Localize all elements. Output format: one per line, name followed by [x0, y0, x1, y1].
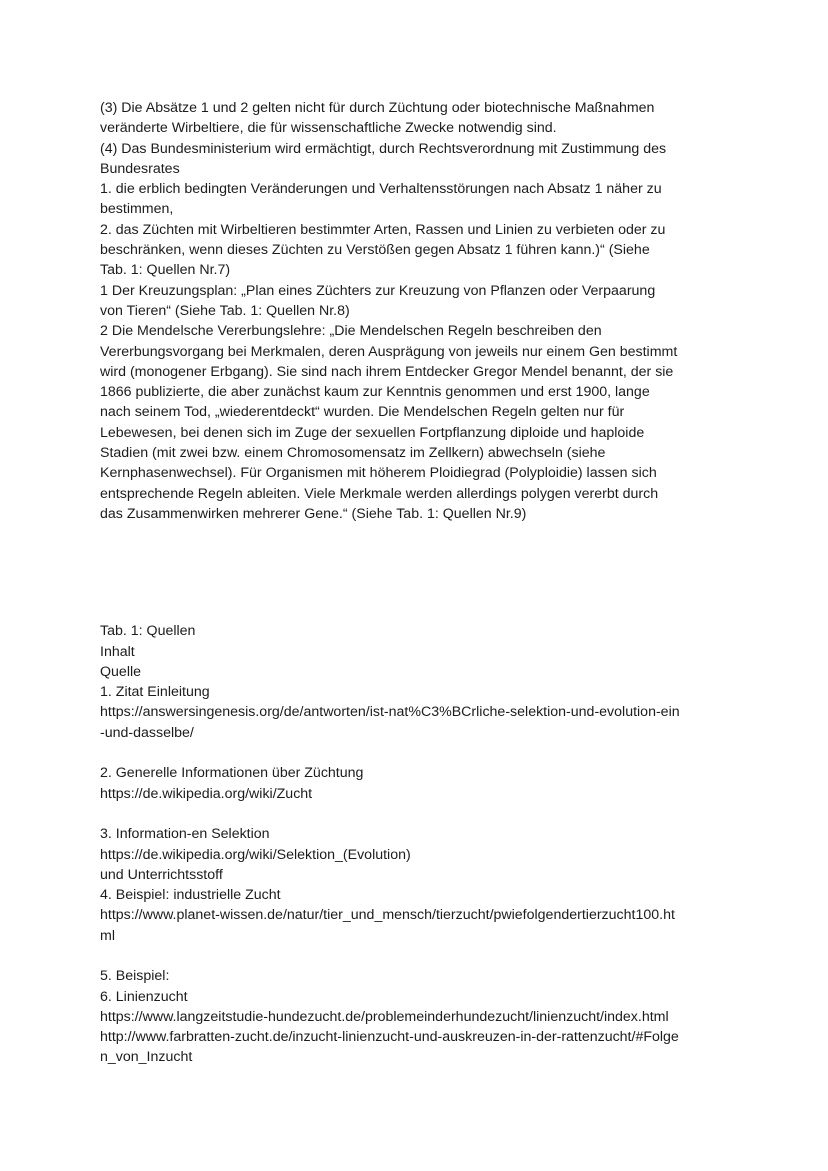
source-entry-title: 6. Linienzucht [100, 988, 188, 1005]
source-url[interactable]: https://de.wikipedia.org/wiki/Selektion_(Evolution) [100, 846, 411, 863]
spacer [100, 524, 740, 621]
source-entry-title: 2. Generelle Informationen über Züchtung [100, 765, 364, 782]
source-url[interactable]: https://www.langzeitstudie-hundezucht.de/problemeinderhundezucht/linienzucht/index.html [100, 1008, 669, 1025]
source-entry-title: 4. Beispiel: industrielle Zucht [100, 887, 281, 904]
spacer [100, 743, 740, 763]
source-url[interactable]: http://www.farbratten-zucht.de/inzucht-linienzucht-und-auskreuzen-in-der-rattenzucht/#Folge [100, 1029, 679, 1046]
spacer [100, 804, 740, 824]
text-line: bestimmen, [100, 201, 174, 218]
body-text-block [100, 98, 740, 524]
text-line: (3) Die Absätze 1 und 2 gelten nicht für durch Züchtung oder biotechnische Maßnahmen [100, 100, 655, 116]
text-line: Bundesrates [100, 160, 180, 177]
source-url[interactable]: n_von_Inzucht [100, 1049, 193, 1066]
text-line: Lebewesen, bei denen sich im Zuge der sexuellen Fortpflanzung diploide und haploide [100, 424, 645, 441]
source-url[interactable]: ml [100, 927, 115, 944]
text-line: (4) Das Bundesministerium wird ermächtigt, durch Rechtsverordnung mit Zustimmung des [100, 140, 667, 157]
sources-heading: Tab. 1: Quellen [100, 623, 196, 640]
source-url[interactable]: https://answersingenesis.org/de/antworten/ist-nat%C3%BCrliche-selektion-und-evolution-ein [100, 704, 680, 721]
source-entry-title: 5. Beispiel: [100, 968, 170, 985]
source-entry-title: 3. Information-en Selektion [100, 826, 270, 843]
text-line: das Zusammenwirken mehrerer Gene.“ (Siehe Tab. 1: Quellen Nr.9) [100, 505, 527, 522]
source-url[interactable]: https://de.wikipedia.org/wiki/Zucht [100, 785, 313, 802]
text-line: 1866 publizierte, die aber zunächst kaum zur Kenntnis genommen und erst 1900, lange [100, 384, 650, 401]
text-line: Stadien (mit zwei bzw. einem Chromosomensatz im Zellkern) abwechseln (siehe [100, 445, 606, 462]
spacer [100, 946, 740, 966]
text-line: Kernphasenwechsel). Für Organismen mit höherem Ploidiegrad (Polyploidie) lassen sich [100, 465, 657, 482]
text-line: 2. das Züchten mit Wirbeltieren bestimmter Arten, Rassen und Linien zu verbieten oder zu [100, 221, 666, 238]
document-page [100, 98, 740, 1068]
text-line: nach seinem Tod, „wiederentdeckt“ wurden. Die Mendelschen Regeln gelten nur für [100, 404, 625, 421]
text-line: von Tieren“ (Siehe Tab. 1: Quellen Nr.8) [100, 302, 350, 319]
column-header-source: Quelle [100, 663, 142, 680]
text-line: entsprechende Regeln ableiten. Viele Merkmale werden allerdings polygen vererbt durch [100, 485, 659, 502]
sources-table [100, 621, 740, 1068]
source-url[interactable]: https://www.planet-wissen.de/natur/tier_und_mensch/tierzucht/pwiefolgendertierzucht100.ht [100, 907, 675, 924]
text-line: 1. die erblich bedingten Veränderungen und Verhaltensstörungen nach Absatz 1 näher zu [100, 181, 662, 198]
source-url[interactable]: -und-dasselbe/ [100, 724, 194, 741]
source-note: und Unterrichtsstoff [100, 866, 223, 883]
text-line: Vererbungsvorgang bei Merkmalen, deren Ausprägung von jeweils nur einem Gen bestimmt [100, 343, 678, 360]
text-line: 2 Die Mendelsche Vererbungslehre: „Die Mendelschen Regeln beschreiben den [100, 323, 602, 340]
text-line: wird (monogener Erbgang). Sie sind nach ihrem Entdecker Gregor Mendel benannt, der sie [100, 363, 674, 380]
source-entry-title: 1. Zitat Einleitung [100, 684, 210, 701]
text-line: veränderte Wirbeltiere, die für wissenschaftliche Zwecke notwendig sind. [100, 120, 557, 137]
text-line: Tab. 1: Quellen Nr.7) [100, 262, 231, 279]
column-header-content: Inhalt [100, 643, 135, 660]
text-line: beschränken, wenn dieses Züchten zu Verstößen gegen Absatz 1 führen kann.)“ (Siehe [100, 242, 650, 259]
text-line: 1 Der Kreuzungsplan: „Plan eines Züchters zur Kreuzung von Pflanzen oder Verpaarung [100, 282, 656, 299]
